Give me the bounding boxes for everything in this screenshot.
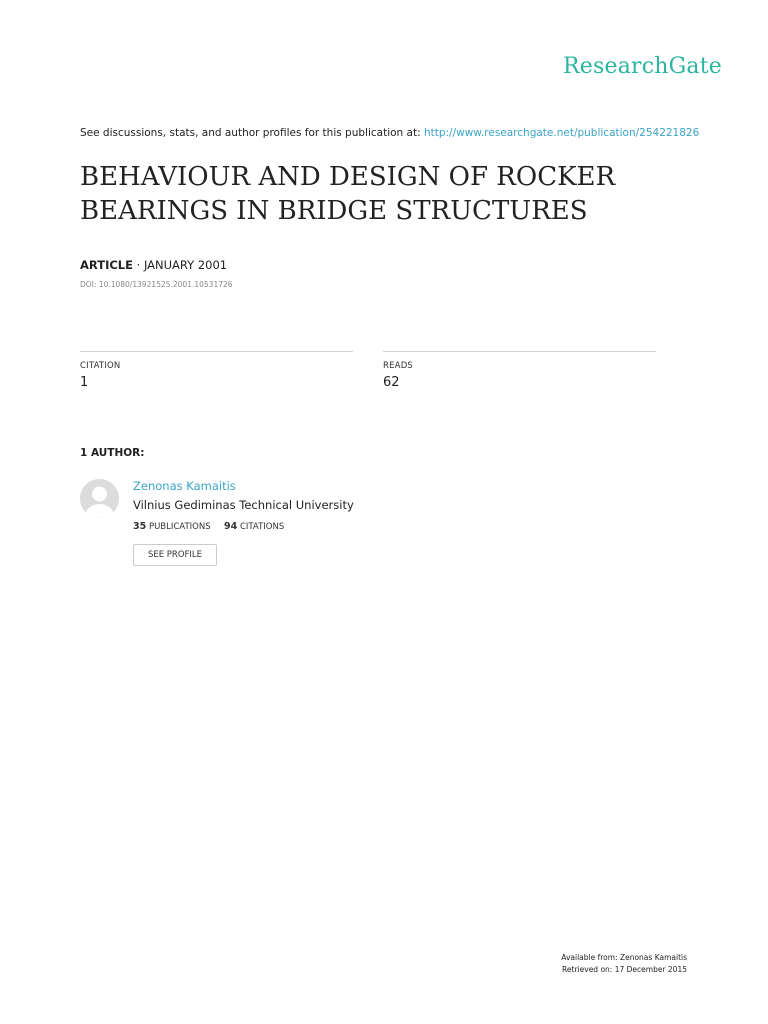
author-citations-label: CITATIONS	[239, 522, 285, 532]
retrieved-on: Retrieved on: 17 December 2015	[562, 965, 687, 974]
researchgate-logo[interactable]: ResearchGate	[563, 54, 722, 79]
availability-footer	[561, 952, 687, 976]
discussion-notice	[80, 127, 699, 139]
available-from: Available from: Zenonas Kamaitis	[561, 953, 687, 962]
author-citations-count: 94	[224, 521, 238, 532]
author-institution: Vilnius Gediminas Technical University	[133, 498, 354, 512]
default-user-avatar-icon[interactable]	[80, 479, 119, 518]
title-line-1: BEHAVIOUR AND DESIGN OF ROCKER	[80, 162, 616, 192]
publication-type: ARTICLE	[80, 258, 133, 272]
title-line-2: BEARINGS IN BRIDGE STRUCTURES	[80, 196, 588, 226]
author-publications-count: 35	[133, 521, 147, 532]
discussion-text: See discussions, stats, and author profiles for this publication at:	[80, 127, 421, 139]
publication-meta	[80, 258, 227, 272]
reads-stat	[383, 351, 656, 390]
author-publications-label: PUBLICATIONS	[148, 522, 211, 532]
citation-value: 1	[80, 375, 89, 390]
citation-label: CITATION	[80, 361, 121, 371]
publication-link[interactable]: http://www.researchgate.net/publication/254221826	[423, 127, 700, 139]
publication-date: JANUARY 2001	[143, 258, 228, 272]
reads-value: 62	[383, 375, 400, 390]
authors-heading: 1 AUTHOR:	[80, 447, 145, 459]
citation-stat	[80, 351, 353, 390]
author-stats	[133, 521, 284, 532]
author-name-link[interactable]: Zenonas Kamaitis	[133, 479, 236, 493]
reads-label: READS	[383, 361, 414, 371]
see-profile-button[interactable]: SEE PROFILE	[133, 544, 217, 566]
publication-title	[80, 160, 680, 228]
meta-separator: ·	[136, 258, 141, 272]
publication-doi: DOI: 10.1080/13921525.2001.10531726	[80, 280, 233, 289]
